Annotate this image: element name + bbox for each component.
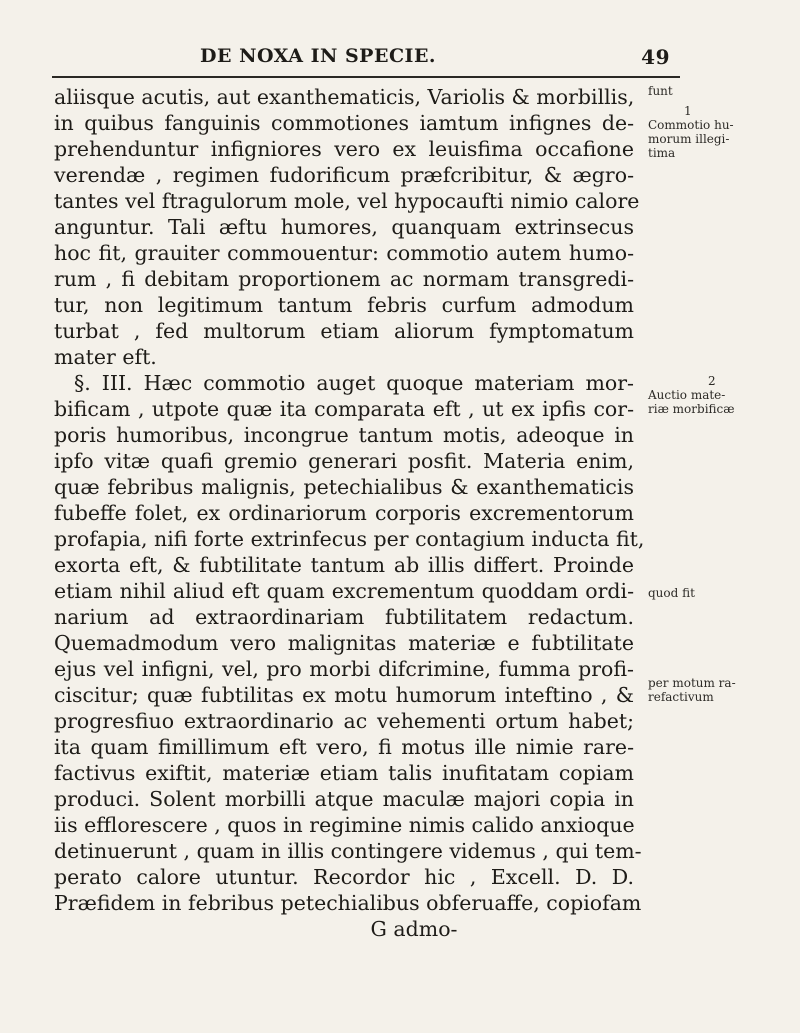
text-line: anguntur. Tali æftu humores, quanquam extrinsecus	[54, 215, 634, 239]
text-line: bificam , utpote quæ ita comparata eft , ut ex ipfis cor-	[54, 397, 634, 421]
margin-note-quod-fit: quod fit	[648, 586, 695, 600]
text-line: in quibus fanguinis commotiones iamtum infignes de-	[54, 111, 634, 135]
running-header	[200, 45, 670, 75]
text-line: turbat , fed multorum etiam aliorum fymptomatum	[54, 319, 634, 343]
text-line: quæ febribus malignis, petechialibus & exanthematicis	[54, 475, 634, 499]
margin-note-per-motum-1: per motum ra-	[648, 676, 736, 690]
margin-note-per-motum-2: refactivum	[648, 690, 714, 704]
text-line: ita quam fimillimum eft vero, fi motus ille nimie rare-	[54, 735, 634, 759]
text-line: tantes vel ftragulorum mole, vel hypocaufti nimio calore	[54, 189, 640, 213]
text-line: factivus exiftit, materiæ etiam talis inufitatam copiam	[54, 761, 634, 785]
main-text-block	[54, 84, 645, 942]
text-line: rum , fi debitam proportionem ac normam transgredi-	[54, 267, 634, 291]
text-line: detinuerunt , quam in illis contingere videmus , qui tem-	[54, 839, 642, 863]
margin-note-auctio-1: Auctio mate-	[648, 388, 726, 402]
margin-note-commotio-1: Commotio hu-	[648, 118, 734, 132]
text-line: produci. Solent morbilli atque maculæ majori copia in	[54, 787, 634, 811]
text-line: ciscitur; quæ fubtilitas ex motu humorum inteftino , &	[54, 683, 634, 707]
margin-note-number-2: 2	[708, 374, 716, 388]
section-start-line: §. III. Hæc commotio auget quoque materiam mor-	[74, 371, 634, 395]
text-line: fubeffe folet, ex ordinariorum corporis excrementorum	[54, 501, 634, 525]
signature-catchword-line: G admo-	[370, 917, 458, 941]
header-rule	[52, 76, 680, 78]
text-line: progresfiuo extraordinario ac vehementi ortum habet;	[54, 709, 634, 733]
text-line: etiam nihil aliud eft quam excrementum quoddam ordi-	[54, 579, 634, 603]
margin-note-commotio-3: tima	[648, 146, 676, 160]
margin-note-auctio-2: riæ morbificæ	[648, 402, 735, 416]
text-line: profapia, nifi forte extrinfecus per contagium inducta fit,	[54, 527, 645, 551]
text-line: Præfidem in febribus petechialibus obferuaffe, copiofam	[54, 891, 642, 915]
text-line: poris humoribus, incongrue tantum motis, adeoque in	[54, 423, 634, 447]
text-line: narium ad extraordinariam fubtilitatem redactum.	[54, 605, 634, 629]
margin-note-funt: funt	[648, 84, 673, 98]
text-line: tur, non legitimum tantum febris curfum admodum	[54, 293, 634, 317]
margin-note-commotio-2: morum illegi-	[648, 132, 730, 146]
text-line: perato calore utuntur. Recordor hic , Excell. D. D.	[54, 865, 634, 889]
text-line: iis efflorescere , quos in regimine nimis calido anxioque	[54, 813, 635, 837]
header-title: DE NOXA IN SPECIE.	[200, 45, 437, 67]
text-line: hoc fit, grauiter commouentur: commotio autem humo-	[54, 241, 634, 265]
text-line: exorta eft, & fubtilitate tantum ab illis differt. Proinde	[54, 553, 634, 577]
page-number: 49	[641, 45, 670, 69]
margin-note-number-1: 1	[684, 104, 692, 118]
text-line: verendæ , regimen fudorificum præfcribitur, & ægro-	[54, 163, 634, 187]
text-line: mater eft.	[54, 345, 157, 369]
text-line: ejus vel infigni, vel, pro morbi difcrimine, fumma profi-	[54, 657, 634, 681]
text-line: ipfo vitæ quafi gremio generari posfit. Materia enim,	[54, 449, 634, 473]
text-line: prehenduntur infigniores vero ex leuisfima occafione	[54, 137, 634, 161]
text-line: aliisque acutis, aut exanthematicis, Variolis & morbillis,	[54, 85, 635, 109]
text-line: Quemadmodum vero malignitas materiæ e fubtilitate	[54, 631, 634, 655]
